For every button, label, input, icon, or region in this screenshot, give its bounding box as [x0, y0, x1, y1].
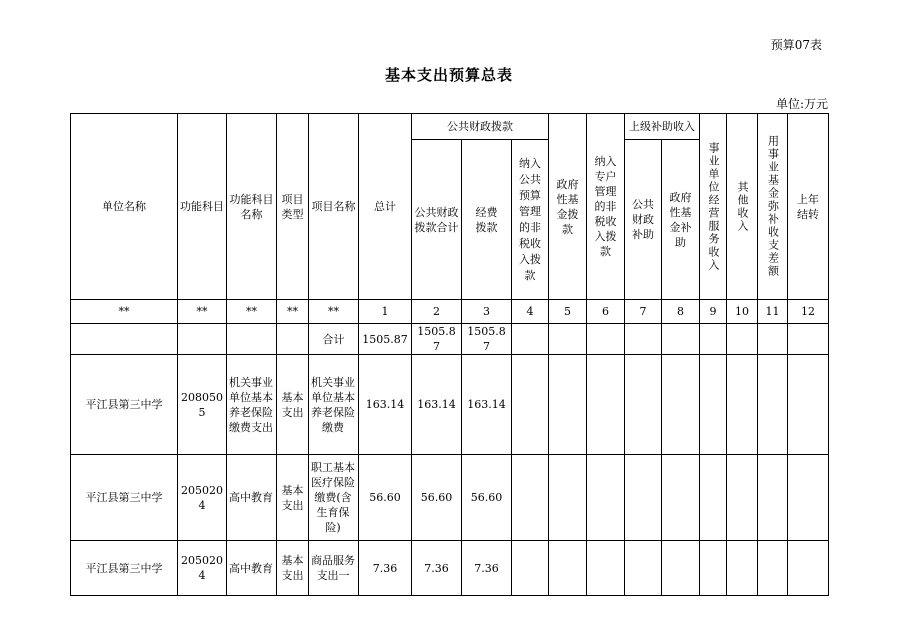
- header-item-name: 项目名称: [309, 114, 359, 300]
- header-superior-subsidy: 上级补助收入: [625, 114, 700, 140]
- row-code: 2050204: [178, 541, 227, 596]
- row-func-name: [227, 541, 277, 596]
- header-public-finance: 公共财政拨款: [412, 114, 549, 140]
- empty-cell: [700, 355, 727, 455]
- empty-cell: [788, 455, 829, 541]
- row-item-text: 商品服务支出一: [311, 554, 355, 582]
- index-cell: 2: [412, 300, 462, 324]
- header-nontax-public-text: 纳入公共预算管理的非税收入拨款: [519, 156, 542, 282]
- index-cell: 11: [758, 300, 788, 324]
- empty-cell: [662, 455, 700, 541]
- row-operating: 7.36: [462, 541, 512, 596]
- header-item-type: 项目类型: [277, 114, 309, 300]
- index-cell: 6: [587, 300, 625, 324]
- total-label: 合计: [309, 324, 359, 355]
- index-cell: 12: [788, 300, 829, 324]
- header-fund-gap-text: 用事业基金弥补收支差额: [766, 135, 780, 278]
- header-nontax-special: [587, 114, 625, 300]
- row-unit: 平江县第三中学: [71, 541, 178, 596]
- header-nontax-special-text: 纳入专户管理的非税收入拨款: [594, 155, 617, 258]
- empty-cell: [788, 324, 829, 355]
- header-operating-funds-text: 经费拨款: [475, 205, 498, 234]
- empty-cell: [625, 355, 662, 455]
- header-gov-fund-subsidy: [662, 140, 700, 300]
- header-func-name: 功能科目名称: [227, 114, 277, 300]
- empty-cell: [549, 541, 587, 596]
- row-type-text: 基本支出: [281, 483, 304, 512]
- empty-cell: [662, 541, 700, 596]
- header-nontax-public: [512, 140, 549, 300]
- empty-cell: [549, 355, 587, 455]
- empty-cell: [625, 324, 662, 355]
- row-func-name: [227, 355, 277, 455]
- index-cell: 5: [549, 300, 587, 324]
- index-cell: 3: [462, 300, 512, 324]
- header-business-income: [700, 114, 727, 300]
- unit-label: 单位:万元: [775, 97, 828, 111]
- empty-cell: [788, 541, 829, 596]
- header-row: [71, 114, 829, 140]
- index-cell: 4: [512, 300, 549, 324]
- row-public-total: 7.36: [412, 541, 462, 596]
- empty-cell: [512, 355, 549, 455]
- row-item: [309, 455, 359, 541]
- row-code: 2050204: [178, 455, 227, 541]
- empty-cell: [512, 324, 549, 355]
- row-type-text: 基本支出: [281, 390, 304, 419]
- index-cell: 7: [625, 300, 662, 324]
- row-public-total: 56.60: [412, 455, 462, 541]
- page-title: 基本支出预算总表: [384, 66, 513, 84]
- row-unit: 平江县第三中学: [71, 355, 178, 455]
- header-carryover: [788, 114, 829, 300]
- empty-cell: [549, 455, 587, 541]
- total-total: 1505.87: [359, 324, 412, 355]
- empty-cell: [700, 455, 727, 541]
- empty-cell: [71, 324, 178, 355]
- empty-cell: [625, 541, 662, 596]
- row-total: 163.14: [359, 355, 412, 455]
- header-gov-fund-text: 政府性基金拨款: [556, 177, 579, 236]
- empty-cell: [587, 455, 625, 541]
- index-cell: **: [71, 300, 178, 324]
- empty-cell: [727, 355, 758, 455]
- row-func-name: [227, 455, 277, 541]
- row-func-name-text: 高中教育: [229, 491, 273, 504]
- index-cell: **: [227, 300, 277, 324]
- empty-cell: [727, 455, 758, 541]
- row-operating: 56.60: [462, 455, 512, 541]
- row-type: [277, 541, 309, 596]
- empty-cell: [788, 355, 829, 455]
- row-func-name-text: 高中教育: [229, 561, 273, 575]
- table-row: [71, 455, 829, 541]
- header-operating-funds: [462, 140, 512, 300]
- header-public-finance-total: 公共财政拨款合计: [412, 140, 462, 300]
- total-operating: 1505.87: [462, 324, 512, 355]
- row-item-text: 机关事业单位基本养老保险缴费: [311, 375, 355, 434]
- header-carryover-text: 上年结转: [797, 192, 820, 221]
- table-row: [71, 541, 829, 596]
- empty-cell: [758, 455, 788, 541]
- empty-cell: [727, 324, 758, 355]
- row-type-text: 基本支出: [281, 554, 304, 582]
- row-func-name-text: 机关事业单位基本养老保险缴费支出: [229, 375, 273, 434]
- index-cell: **: [309, 300, 359, 324]
- empty-cell: [227, 324, 277, 355]
- index-cell: 9: [700, 300, 727, 324]
- empty-cell: [625, 455, 662, 541]
- header-other-income: [727, 114, 758, 300]
- header-func-code: 功能科目: [178, 114, 227, 300]
- header-business-income-text: 事业单位经营服务收入: [707, 141, 721, 272]
- row-item-text: 职工基本医疗保险缴费(含生育保险): [311, 461, 355, 534]
- row-code: 2080505: [178, 355, 227, 455]
- empty-cell: [587, 541, 625, 596]
- index-cell: **: [178, 300, 227, 324]
- empty-cell: [277, 324, 309, 355]
- empty-cell: [662, 324, 700, 355]
- empty-cell: [512, 541, 549, 596]
- row-item: [309, 541, 359, 596]
- row-total: 56.60: [359, 455, 412, 541]
- header-unit-name: 单位名称: [71, 114, 178, 300]
- header-public-fin-subsidy: [625, 140, 662, 300]
- header-total: 总计: [359, 114, 412, 300]
- empty-cell: [758, 541, 788, 596]
- index-cell: 10: [727, 300, 758, 324]
- index-cell: **: [277, 300, 309, 324]
- empty-cell: [662, 355, 700, 455]
- empty-cell: [549, 324, 587, 355]
- empty-cell: [758, 355, 788, 455]
- header-gov-fund: [549, 114, 587, 300]
- empty-cell: [700, 324, 727, 355]
- budget-table: [70, 113, 829, 596]
- header-other-income-text: 其他收入: [736, 180, 750, 233]
- empty-cell: [587, 355, 625, 455]
- header-fund-gap: [758, 114, 788, 300]
- empty-cell: [178, 324, 227, 355]
- empty-cell: [587, 324, 625, 355]
- empty-cell: [758, 324, 788, 355]
- index-cell: 1: [359, 300, 412, 324]
- row-unit: 平江县第三中学: [71, 455, 178, 541]
- row-item: [309, 355, 359, 455]
- header-public-fin-subsidy-text: 公共财政补助: [632, 198, 655, 241]
- index-cell: 8: [662, 300, 700, 324]
- row-type: [277, 355, 309, 455]
- table-row: [71, 355, 829, 455]
- row-operating: 163.14: [462, 355, 512, 455]
- total-row: [71, 324, 829, 355]
- empty-cell: [727, 541, 758, 596]
- index-row: [71, 300, 829, 324]
- row-public-total: 163.14: [412, 355, 462, 455]
- total-public-total: 1505.87: [412, 324, 462, 355]
- row-total: 7.36: [359, 541, 412, 596]
- empty-cell: [700, 541, 727, 596]
- form-number: 预算07表: [770, 38, 822, 52]
- empty-cell: [512, 455, 549, 541]
- row-type: [277, 455, 309, 541]
- header-gov-fund-subsidy-text: 政府性基金补助: [669, 190, 692, 249]
